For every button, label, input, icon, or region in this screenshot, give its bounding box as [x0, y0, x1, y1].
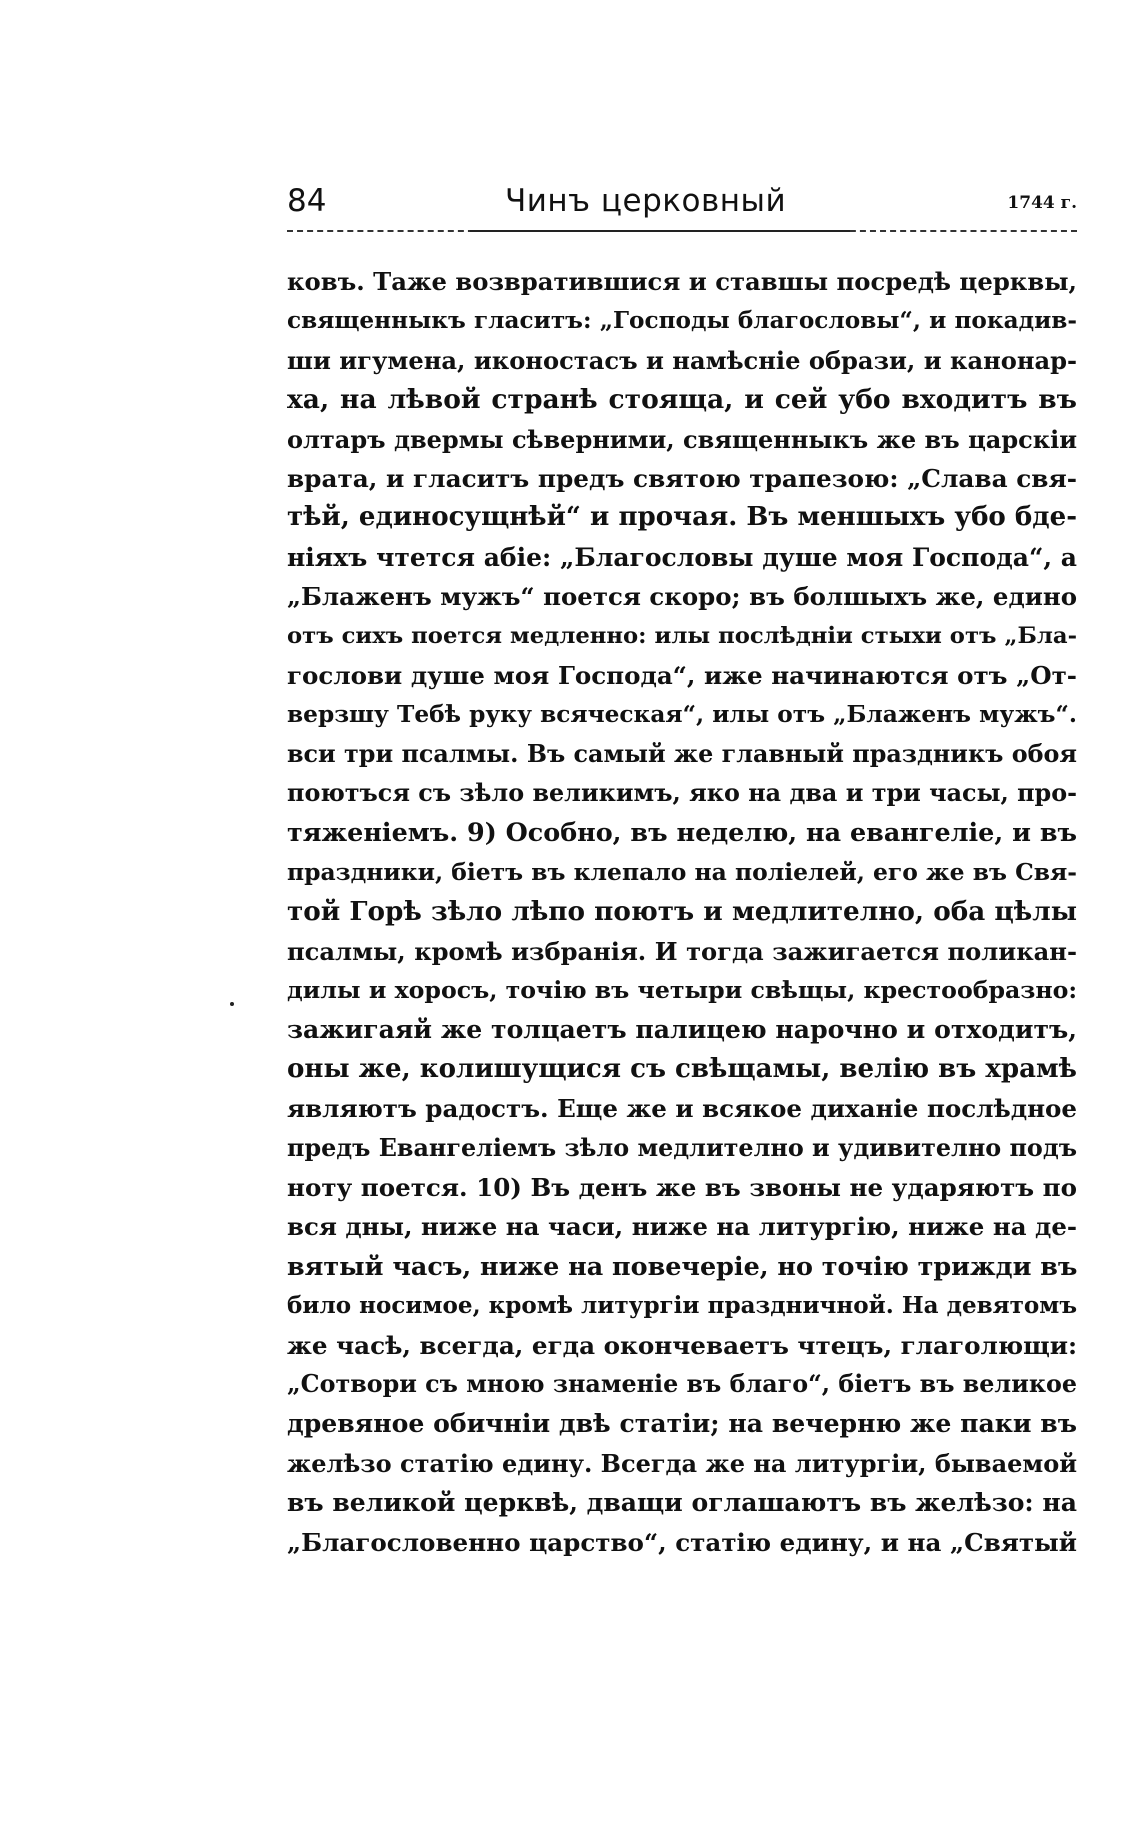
text-line: било носимое, кромѣ литургіи праздничной. На девятомъ — [287, 1292, 1077, 1320]
text-line: желѣзо статію едину. Всегда же на литургіи, бываемой — [287, 1448, 1078, 1478]
header-rule-solid — [470, 230, 850, 232]
text-line: той Горѣ зѣло лѣпо поютъ и медлително, оба цѣлы — [287, 896, 1077, 928]
page-header — [287, 183, 1077, 229]
text-line: ноту поется. 10) Въ денъ же въ звоны не ударяютъ по — [287, 1172, 1077, 1202]
page-number: 84 — [287, 183, 327, 219]
running-title: Чинъ церковный — [505, 183, 787, 219]
body-text — [287, 262, 1077, 1562]
text-line: оны же, колишущися съ свѣщамы, велію въ храмѣ — [287, 1053, 1077, 1084]
text-line: древяное обичніи двѣ статіи; на вечерню же паки въ — [287, 1408, 1077, 1439]
text-line: предъ Евангеліемъ зѣло медлително и удивително подъ — [287, 1133, 1077, 1162]
text-line: врата, и гласитъ предъ святою трапезою: „Слава свя- — [287, 463, 1077, 493]
text-line: являютъ радостъ. Еще же и всякое диханіе послѣдное — [287, 1094, 1078, 1124]
text-line: ха, на лѣвой странѣ стояща, и сей убо входитъ въ — [287, 384, 1077, 416]
text-line: гослови душе моя Господа“, иже начинаются отъ „От- — [287, 660, 1077, 690]
text-line: вятый часъ, ниже на повечеріе, но точію трижди въ — [287, 1250, 1078, 1281]
text-line: олтаръ двермы сѣверними, священныкъ же въ царскіи — [287, 424, 1077, 454]
text-line: вся дны, ниже на часи, ниже на литургію, ниже на де- — [287, 1212, 1077, 1242]
margin-dot — [230, 1002, 234, 1006]
text-line: зажигаяй же толцаетъ палицею нарочно и отходитъ, — [287, 1014, 1077, 1045]
text-line: ніяхъ чтется абіе: „Благословы душе моя Господа“, а — [287, 542, 1077, 572]
text-line: „Сотвори съ мною знаменіе въ благо“, біетъ въ великое — [287, 1369, 1077, 1398]
header-year: 1744 г. — [1007, 193, 1077, 213]
text-line: въ великой церквѣ, дващи оглашаютъ въ желѣзо: на — [287, 1487, 1077, 1518]
text-line: священныкъ гласитъ: „Господы благословы“, и покадив- — [287, 307, 1077, 335]
text-line: поютъся съ зѣло великимъ, яко на два и три часы, про- — [287, 779, 1077, 808]
text-line: вси три псалмы. Въ самый же главный праздникъ обоя — [287, 739, 1077, 768]
text-line: верзшу Тебѣ руку всяческая“, илы отъ „Блаженъ мужъ“. — [287, 701, 1077, 729]
text-line: праздники, біетъ въ клепало на поліелей, его же въ Свя- — [287, 857, 1077, 886]
text-line: отъ сихъ поется медленно: илы послѣдніи стыхи отъ „Бла- — [287, 622, 1077, 649]
text-line: тяженіемъ. 9) Особно, въ неделю, на евангеліе, и въ — [287, 817, 1077, 848]
text-line: „Благословенно царство“, статію едину, и на „Святый — [287, 1527, 1077, 1557]
text-line: ковъ. Таже возвратившися и ставшы посредѣ церквы, — [287, 267, 1077, 296]
text-line: „Блаженъ мужъ“ поется скоро; въ болшыхъ же, едино — [287, 582, 1077, 612]
text-line: же часѣ, всегда, егда окончеваетъ чтецъ, глаголющи: — [287, 1330, 1078, 1360]
text-line: тѣй, единосущнѣй“ и прочая. Въ меншыхъ убо бде- — [287, 502, 1077, 533]
text-line: псалмы, кромѣ избранія. И тогда зажигается поликан- — [287, 936, 1077, 966]
text-line: ши игумена, иконостасъ и намѣсніе образи, и канонар- — [287, 345, 1078, 375]
text-line: дилы и хоросъ, точію въ четыри свѣщы, крестообразно: — [287, 976, 1078, 1005]
